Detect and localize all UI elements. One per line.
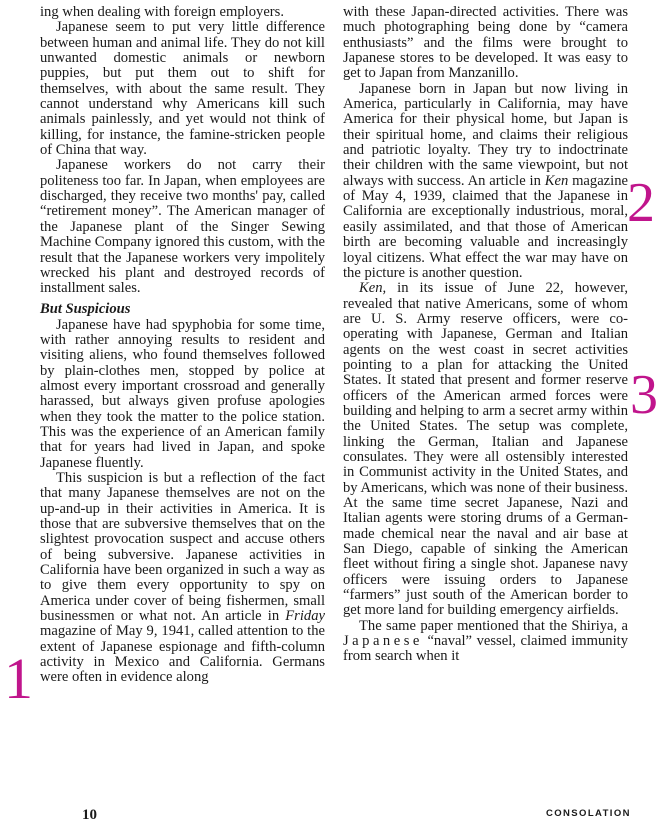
subheading-but-suspicious: But Suspicious — [40, 300, 131, 317]
text-segment: Japanese born in Japan but now living in America, particularly in California, may have America for their physical home, but Japan is their spiritual home, and claims their religious and patriotic loyalty. They try to indoctrinate their children with the same viewpoint, but not always with success. An article in — [343, 80, 628, 189]
text-segment: magazine of May 4, 1939, claimed that the Japanese in California are exceptionally industrious, moral, easily assimilated, and that those of American birth are becoming valuable and increasingly loyal citizens. What effect the war may have on the picture is another question. — [343, 172, 628, 281]
margin-annotation-3: 3 — [630, 364, 658, 426]
text-segment: The same paper mentioned that the Shiriya, a — [359, 617, 628, 634]
margin-annotation-2: 2 — [627, 172, 655, 234]
page-number: 10 — [82, 807, 97, 823]
left-column — [40, 5, 325, 686]
spaced-word: Japanese — [343, 633, 423, 650]
paragraph-spyphobia: Japanese have had spyphobia for some time, with rather annoying results to resident and visiting aliens, who found themselves followed by plain-clothes men, stopped by police at almost every important crossroad and generally harassed, but always given profuse apologies when they took the matter to the police station. This was the experience of an American family that for years had lived in Japan, and spoke Japanese fluently. — [40, 316, 325, 471]
paragraph-shiriya — [343, 619, 628, 665]
publication-footer: CONSOLATION — [546, 808, 631, 819]
paragraph-ken-june — [343, 281, 628, 619]
margin-annotation-1: 1 — [4, 646, 33, 711]
paragraph-continued: ing when dealing with foreign employers. — [40, 4, 284, 20]
magazine-title-ken: Ken — [544, 172, 569, 189]
paragraph-suspicion-reflection — [40, 471, 325, 686]
text-segment: in its issue of June 22, however, revealed that native Americans, some of whom are U. S. Army reserve officers, were co-operating with Japanese, German and Italian agents on the west coast in secret activities pointing to a plan for attacking the United States. It stated that present and former reserve officers of the American armed forces were building and helping to arm a secret army within the United States. The setup was complete, linking the German, Italian and Japanese consulates. They were all ostensibly interested in Communist activity in the United States, and by Americans, which was none of their business. At the same time secret Japanese, Nazi and Italian agents were storing drums of a German-made chemical near the naval and air base at San Diego, capable of sinking the American fleet without firing a single shot. Japanese navy officers were issuing orders to Japanese “farmers” just south of the American border to get more land for building emergency airfields. — [343, 280, 628, 619]
magazine-title-ken: Ken, — [359, 280, 387, 297]
text-segment: “naval” vessel, claimed immunity from search when it — [343, 633, 628, 665]
paragraph-continued: with these Japan-directed activities. There was much photographing being done by “camera enthusiasts” and the films were brought to Japanese stores to be developed. It was easy to get to Japan from Manzanillo. — [343, 4, 628, 82]
text-segment: magazine of May 9, 1941, called attention to the extent of Japanese espionage and fifth-column activity in Mexico and California. Germans were often in evidence along — [40, 623, 325, 686]
magazine-title-friday: Friday — [285, 608, 325, 625]
text-segment: This suspicion is but a reflection of the fact that many Japanese themselves are not on the up-and-up in their activities in America. It is those that are subversive themselves that on the slightest provocation suspect and accuse others of being subversive. Japanese activities in California have been organized in such a way as to give them every opportunity to spy on America under cover of being fishermen, small businessmen or what not. An article in — [40, 469, 325, 625]
paragraph-japanese-born — [343, 82, 628, 281]
right-column — [343, 5, 628, 665]
paragraph-animal-life: Japanese seem to put very little difference between human and animal life. They do not kill unwanted domestic animals or newborn puppies, but put them out to shift for themselves, with about the same result. They cannot understand why Americans kill such animals painlessly, and yet would not think of killing, for instance, the famine-stricken people of China that way. — [40, 19, 325, 159]
paragraph-workers-politeness: Japanese workers do not carry their politeness too far. In Japan, when employees are discharged, they receive two months' pay, called “retirement money”. The American manager of the Japanese plant of the Singer Sewing Machine Company ignored this custom, with the result that the Japanese workers very impolitely wrecked his plant and destroyed records of installment sales. — [40, 157, 325, 297]
